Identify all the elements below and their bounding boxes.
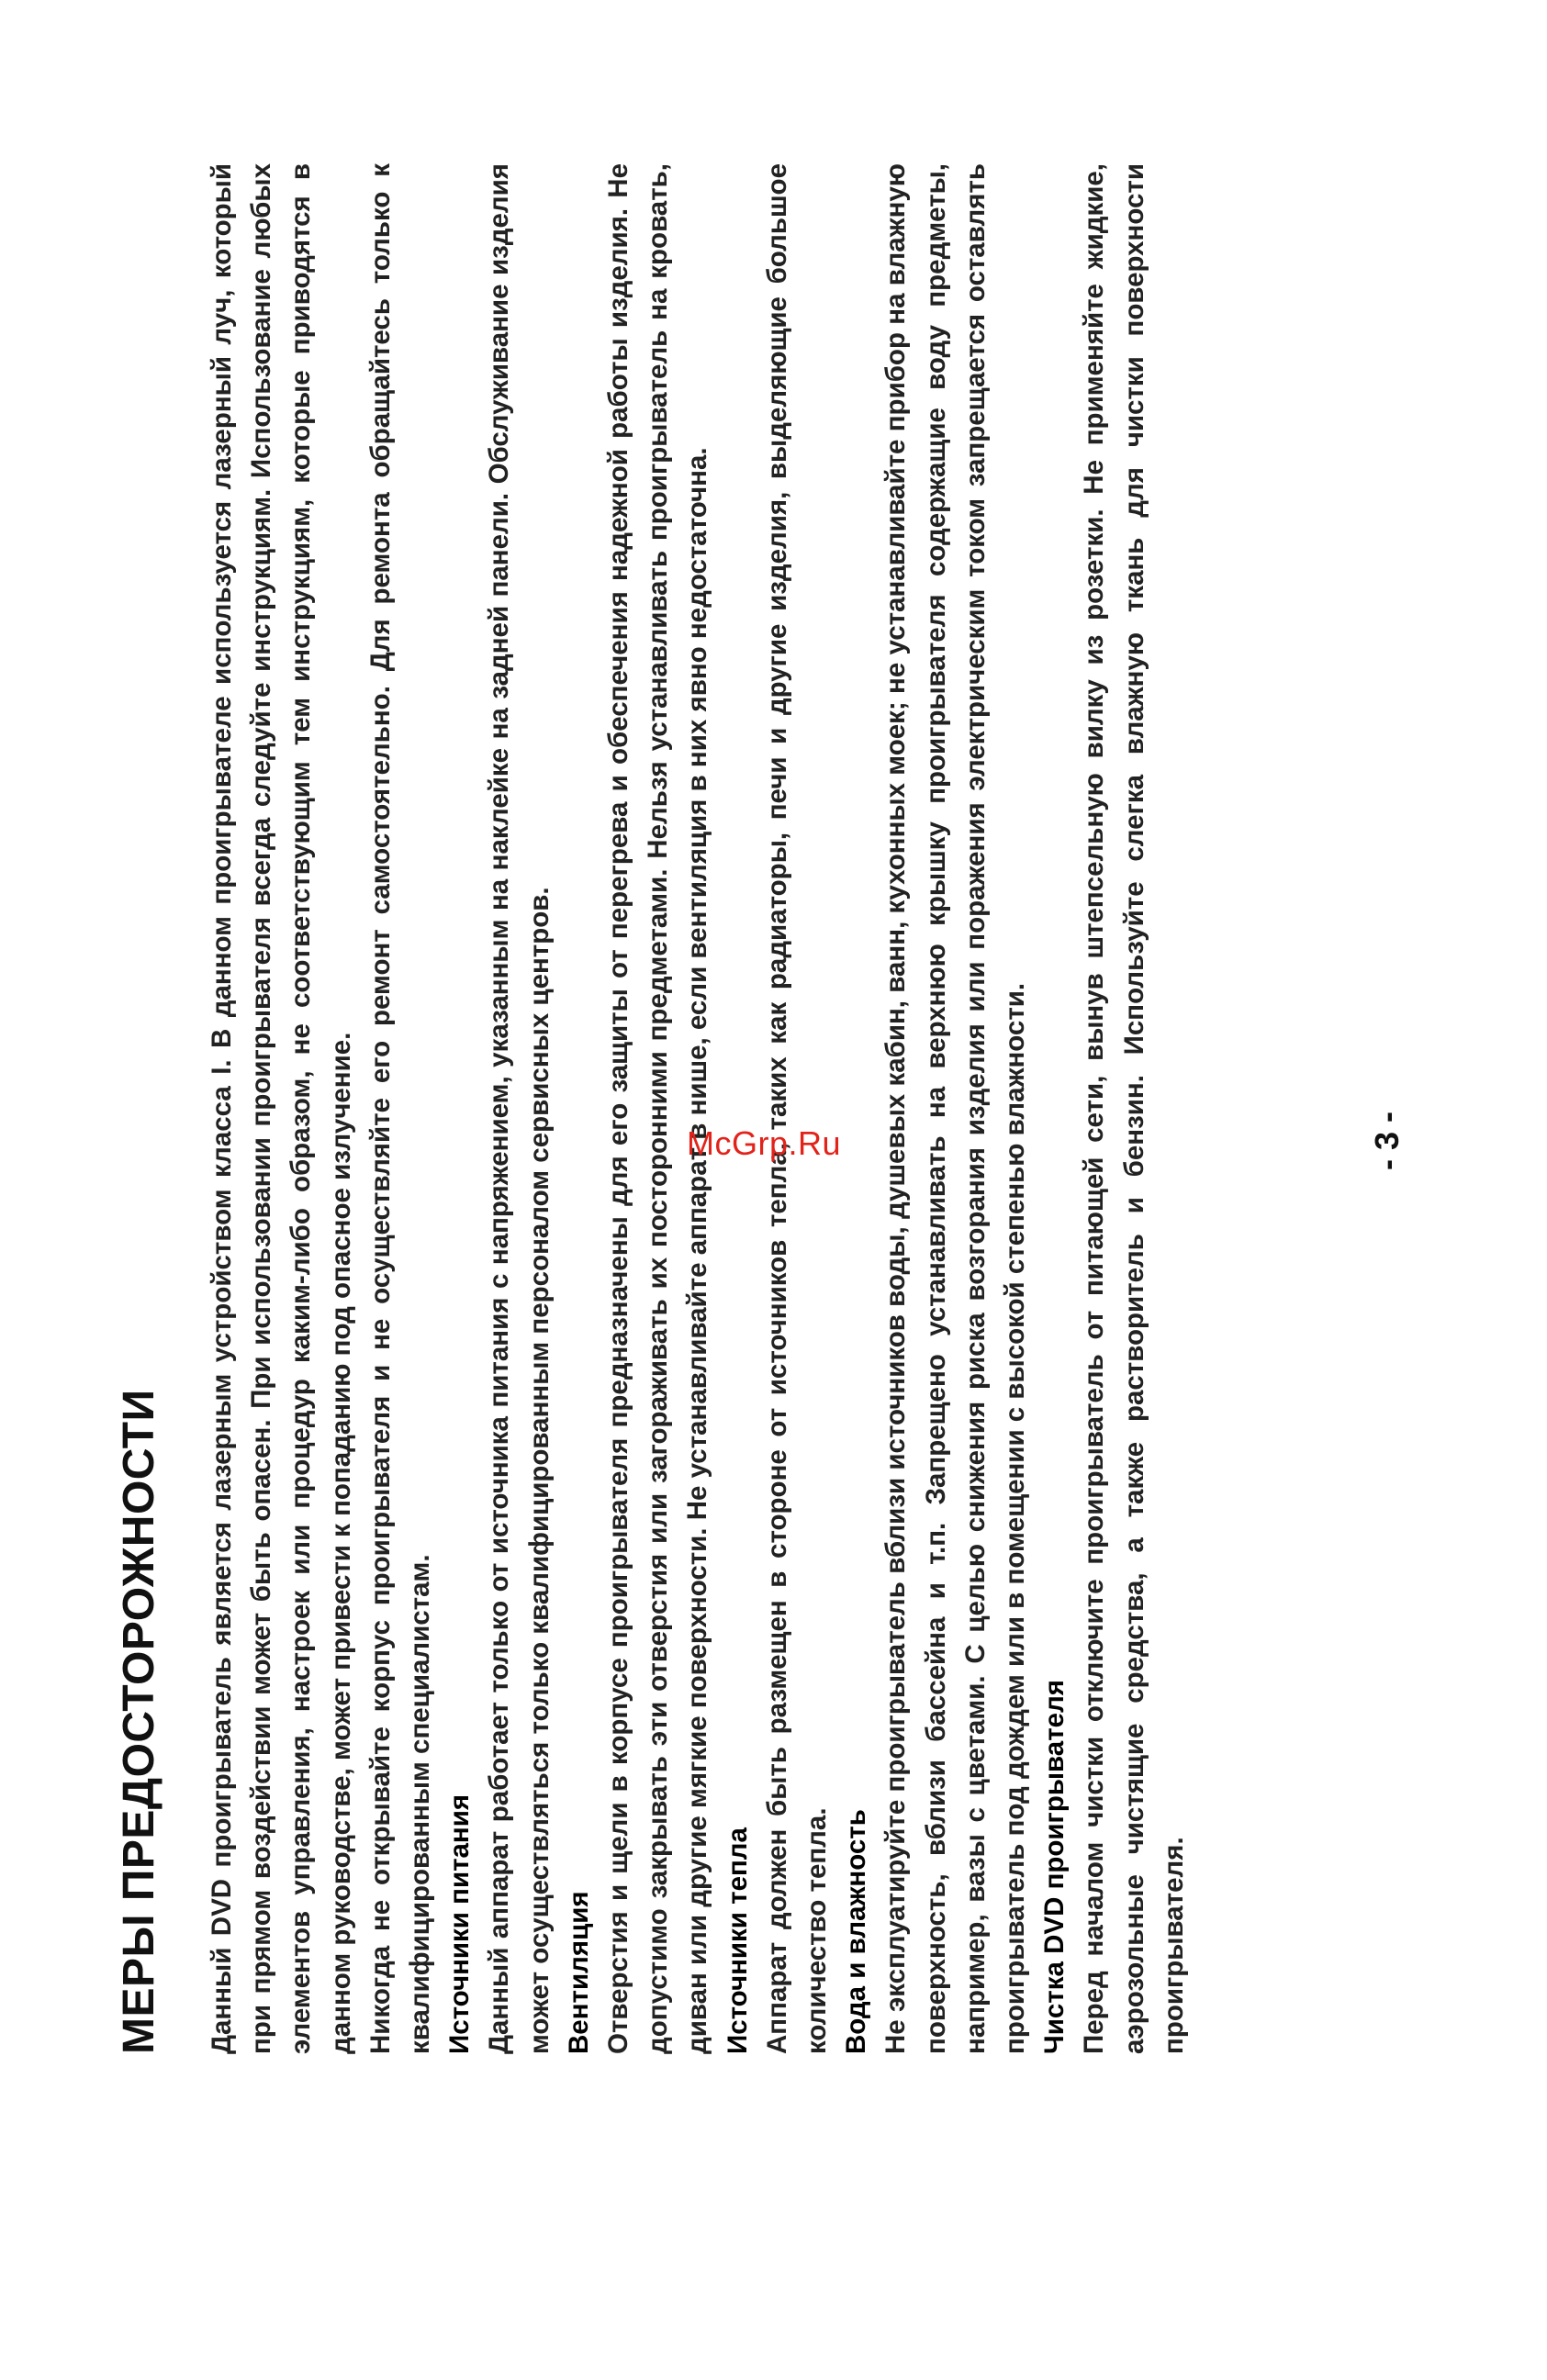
section-ventilation xyxy=(559,163,718,2054)
section-heading: Источники питания xyxy=(444,1793,476,2054)
intro-paragraph: Данный DVD проигрыватель является лазерным устройством класса I. В данном проигрывателе используется лазерный луч, который при прямом воздействии может быть опасен. При использовании проигрывателя всегда следуйте инструкциям. Использование любых элементов управления, настроек или процедур каким-либо образом, не соответствующим тем инструкциям, которые приводятся в данном руководстве, может привести к попаданию под опасное излучение. xyxy=(207,163,356,2054)
watermark: McGrp.Ru xyxy=(687,1124,842,1162)
page-title: МЕРЫ ПРЕДОСТОРОЖНОСТИ xyxy=(115,1389,163,2054)
page-number-text: - 3 - xyxy=(1368,1111,1406,1170)
section-power xyxy=(440,163,559,2054)
section-heading: Источники тепла xyxy=(722,1827,753,2054)
section-text: Отверстия и щели в корпусе проигрывателя предназначены для его защиты от перегрева и обеспечения надежной работы изделия. Не допустимо закрывать эти отверстия или загораживать их посторонними предметами. Нельзя устанавливать проигрыватель на кровать, диван или другие мягкие поверхности. Не устанавливайте аппарат в нише, если вентиляция в них явно недостаточна. xyxy=(603,163,713,2054)
warning-paragraph: Никогда не открывайте корпус проигрывателя и не осуществляйте его ремонт самостоятельно. Для ремонта обращайтесь только к квалифицированным специалистам. xyxy=(364,163,436,2054)
section-heat xyxy=(718,163,837,2054)
section-heading: Чистка DVD проигрывателя xyxy=(1039,1679,1071,2054)
rotated-content xyxy=(115,163,1219,2054)
section-cleaning xyxy=(1035,163,1194,2054)
section-text: Перед началом чистки отключите проигрыватель от питающей сети, вынув штепсельную вилку из розетки. Не применяйте жидкие, аэрозольные чистящие средства, а также растворитель и бензин. Используйте слегка влажную ткань для чистки поверхности проигрывателя. xyxy=(1079,163,1189,2054)
section-water xyxy=(836,163,1035,2054)
section-text: Не эксплуатируйте проигрыватель вблизи источников воды, душевых кабин, ванн, кухонных моек; не устанавливайте прибор на влажную поверхность, вблизи бассейна и т.п. Запрещено устанавливать на верхнюю крышку проигрывателя содержащие воду предметы, например, вазы с цветами. С целью снижения риска возгорания изделия или поражения электрическим током запрещается оставлять проигрыватель под дождем или в помещении с высокой степенью влажности. xyxy=(880,163,1031,2054)
section-heading: Вентиляция xyxy=(563,1891,594,2054)
section-heading: Вода и влажность xyxy=(841,1809,872,2054)
page-number xyxy=(1368,1042,1423,1170)
section-text: Данный аппарат работает только от источника питания с напряжением, указанным на наклейке на задней панели. Обслуживание изделия может осуществляться только квалифицированным персоналом сервисных центров. xyxy=(484,163,555,2054)
section-text: Аппарат должен быть размещен в стороне от источников тепла, таких как радиаторы, печи и другие изделия, выделяющие большое количество тепла. xyxy=(761,163,833,2054)
